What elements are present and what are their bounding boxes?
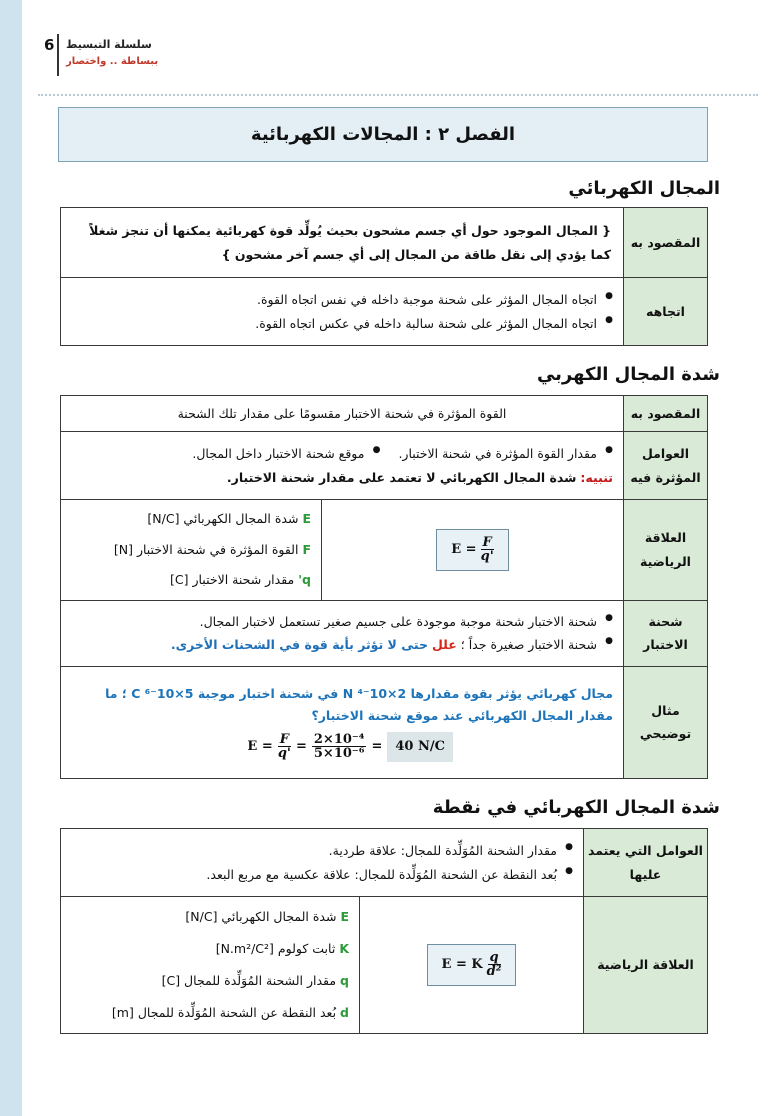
symbol-row: E شدة المجال الكهربائي [N/C] xyxy=(185,909,349,924)
section-title-field-strength: شدة المجال الكهربي xyxy=(536,364,720,385)
symbol-row: E شدة المجال الكهربائي [N/C] xyxy=(147,511,311,526)
table-row xyxy=(61,897,708,1034)
list-item: ● شحنة الاختبار صغيرة جداً ؛ علل حتى لا تؤثر بأية قوة في الشحنات الأخرى. xyxy=(71,633,613,657)
definition-text: القوة المؤثرة في شحنة الاختبار مقسومًا على مقدار تلك الشحنة xyxy=(61,396,624,432)
direction-list xyxy=(61,278,624,346)
factors-cell xyxy=(61,432,624,500)
table-row xyxy=(61,829,708,897)
list-item: ● اتجاه المجال المؤثر على شحنة موجبة داخله في نفس اتجاه القوة. xyxy=(71,288,613,312)
series-title: سلسلة التبسيط xyxy=(66,38,152,51)
table-row xyxy=(61,500,708,601)
section-title-electric-field: المجال الكهربائي xyxy=(568,178,720,199)
symbol-row: q' مقدار شحنة الاختبار [C] xyxy=(169,572,311,588)
list-item: ● شحنة الاختبار شحنة موجبة موجودة على جسيم صغير تستعمل لاختبار المجال. xyxy=(71,610,613,634)
table-row xyxy=(61,208,708,278)
row-label: العلاقة الرياضية xyxy=(624,500,708,601)
factors-cell xyxy=(61,829,584,897)
list-item: ● اتجاه المجال المؤثر على شحنة سالبة داخله في عكس اتجاه القوة. xyxy=(71,312,613,336)
row-label: العوامل المؤثرة فيه xyxy=(624,432,708,500)
page-edge-strip xyxy=(0,0,22,1116)
section-title-field-at-point: شدة المجال الكهربائي في نقطة xyxy=(432,797,720,818)
symbol-row: K ثابت كولوم [N.m²/C²] xyxy=(215,940,349,956)
formula-cell xyxy=(360,897,584,1034)
list-item: ● مقدار القوة المؤثرة في شحنة الاختبار. xyxy=(398,444,613,461)
field-at-point-table xyxy=(60,828,708,1034)
series-subtitle: ببساطة .. واختصار xyxy=(66,56,159,67)
list-item: ● بُعد النقطة عن الشحنة المُوَلِّدة للمجال: علاقة عكسية مع مربع البعد. xyxy=(71,863,573,887)
row-label: المقصود به xyxy=(624,396,708,432)
chapter-title: الفصل ٢ : المجالات الكهربائية xyxy=(58,107,708,162)
symbol-row: F القوة المؤثرة في شحنة الاختبار [N] xyxy=(113,541,311,557)
header-divider xyxy=(57,34,59,76)
field-strength-formula: E = $\frac{F}{q'}$ xyxy=(436,529,509,571)
header-rule xyxy=(38,94,758,96)
page-number: 6 xyxy=(44,36,55,54)
field-strength-table xyxy=(60,395,708,779)
coulomb-field-formula: E = K $\frac{q}{\text{d²}}$ xyxy=(427,944,517,986)
table-row xyxy=(61,278,708,346)
list-item: ● مقدار الشحنة المُوَلِّدة للمجال: علاقة طردية. xyxy=(71,839,573,863)
formula-cell xyxy=(322,500,624,601)
example-result: 40 N/C xyxy=(387,732,453,763)
symbol-row: q مقدار الشحنة المُوَلِّدة للمجال [C] xyxy=(161,972,349,988)
row-label: العلاقة الرياضية xyxy=(584,897,708,1034)
symbol-legend xyxy=(61,500,322,601)
note-label: تنبيه: xyxy=(580,469,613,485)
example-cell xyxy=(61,666,624,778)
table-row xyxy=(61,600,708,666)
symbol-row: d بُعد النقطة عن الشحنة المُوَلِّدة للمجال [m] xyxy=(111,1004,349,1020)
electric-field-table xyxy=(60,207,708,346)
row-label: شحنة الاختبار xyxy=(624,600,708,666)
example-solution: E = $\frac{F}{q'}$ = $\frac{\text{2×10⁻⁴}}{\text{5×10⁻⁶}}$ = 40 N/C xyxy=(71,732,613,763)
example-question: مجال كهربائي يؤثر بقوة مقدارها 2×10⁻⁴ N في شحنة اختبار موجبة 5×10⁻⁶ C ؛ ما مقدار المجال الكهربائي عند موقع شحنة الاختبار؟ xyxy=(105,685,613,724)
row-label: المقصود به xyxy=(624,208,708,278)
table-row xyxy=(61,666,708,778)
table-row xyxy=(61,432,708,500)
note-text: شدة المجال الكهربائي لا تعتمد على مقدار شحنة الاختبار. xyxy=(226,469,577,485)
table-row xyxy=(61,396,708,432)
row-label: مثال توضيحي xyxy=(624,666,708,778)
list-item: ● موقع شحنة الاختبار داخل المجال. xyxy=(192,444,381,461)
row-label: العوامل التي يعتمد عليها xyxy=(584,829,708,897)
row-label: اتجاهه xyxy=(624,278,708,346)
definition-text: { المجال الموجود حول أي جسم مشحون بحيث يُولِّد قوة كهربائية يمكنها أن تنجز شغلاً كما يؤدي إلى نقل طاقة من المجال إلى أي جسم آخر مشحون } xyxy=(61,208,624,278)
symbol-legend xyxy=(61,897,360,1034)
test-charge-cell xyxy=(61,600,624,666)
